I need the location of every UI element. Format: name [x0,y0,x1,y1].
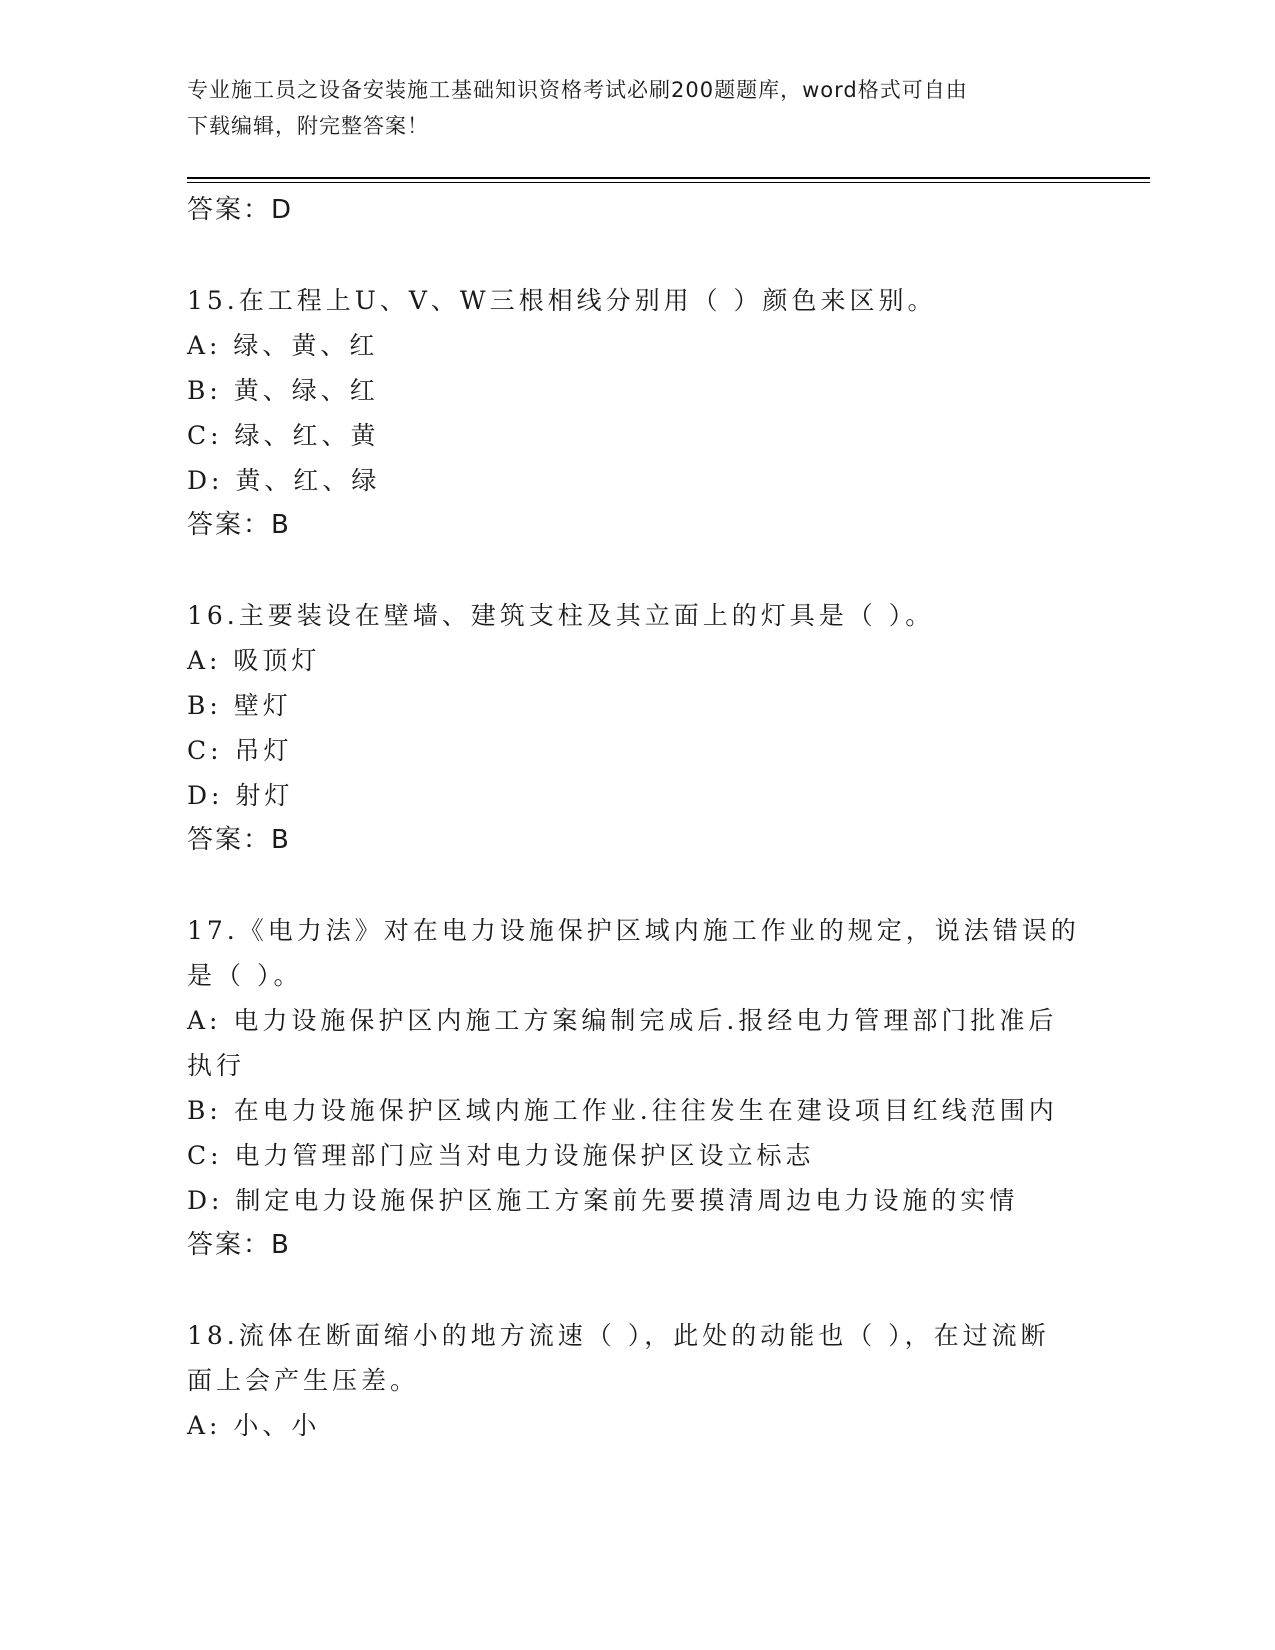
option-d: D: 制定电力设施保护区施工方案前先要摸清周边电力设施的实情 [187,1186,1019,1215]
header-divider-thin [187,182,1150,183]
option-a: A: 电力设施保护区内施工方案编制完成后.报经电力管理部门批准后 [187,1006,1058,1035]
option-b: B: 在电力设施保护区域内施工作业.往往发生在建设项目红线范围内 [187,1096,1058,1125]
option-a: A: 绿、黄、红 [187,331,379,360]
question-18 [187,1313,1087,1448]
question-stem: 15.在工程上U、V、W三根相线分别用（ ）颜色来区别。 [187,286,937,315]
option-c: C: 电力管理部门应当对电力设施保护区设立标志 [187,1141,815,1170]
option-b: B: 壁灯 [187,691,292,720]
question-17 [187,908,1087,1268]
option-a: A: 小、小 [187,1411,321,1440]
option-d: D: 射灯 [187,781,294,810]
option-c: C: 吊灯 [187,736,293,765]
header-line-1: 专业施工员之设备安装施工基础知识资格考试必刷200题题库，word格式可自由 [187,78,968,102]
question-stem-continued: 是（ ）。 [187,961,303,990]
question-stem: 16.主要装设在壁墙、建筑支柱及其立面上的灯具是（ ）。 [187,601,935,630]
question-stem: 17.《电力法》对在电力设施保护区域内施工作业的规定，说法错误的 [187,916,1080,945]
header-divider-thick [187,177,1150,179]
question-stem-continued: 面上会产生压差。 [187,1366,420,1395]
option-c: C: 绿、红、黄 [187,421,380,450]
spacer [187,548,1087,593]
question-16 [187,593,1087,863]
option-a: A: 吸顶灯 [187,646,321,675]
spacer [187,863,1087,908]
spacer [187,1268,1087,1313]
option-b: B: 黄、绿、红 [187,376,379,405]
previous-answer: 答案：D [187,195,294,225]
option-a-continued: 执行 [187,1051,246,1080]
question-15 [187,278,1087,548]
question-stem: 18.流体在断面缩小的地方流速（ ），此处的动能也（ ），在过流断 [187,1321,1050,1350]
answer: 答案：B [187,1230,291,1260]
header-line-2: 下载编辑，附完整答案！ [187,114,429,138]
answer: 答案：B [187,510,291,540]
option-d: D: 黄、红、绿 [187,466,381,495]
document-header [187,72,1087,144]
spacer [187,233,1087,278]
question-list [187,188,1087,1448]
answer: 答案：B [187,825,291,855]
